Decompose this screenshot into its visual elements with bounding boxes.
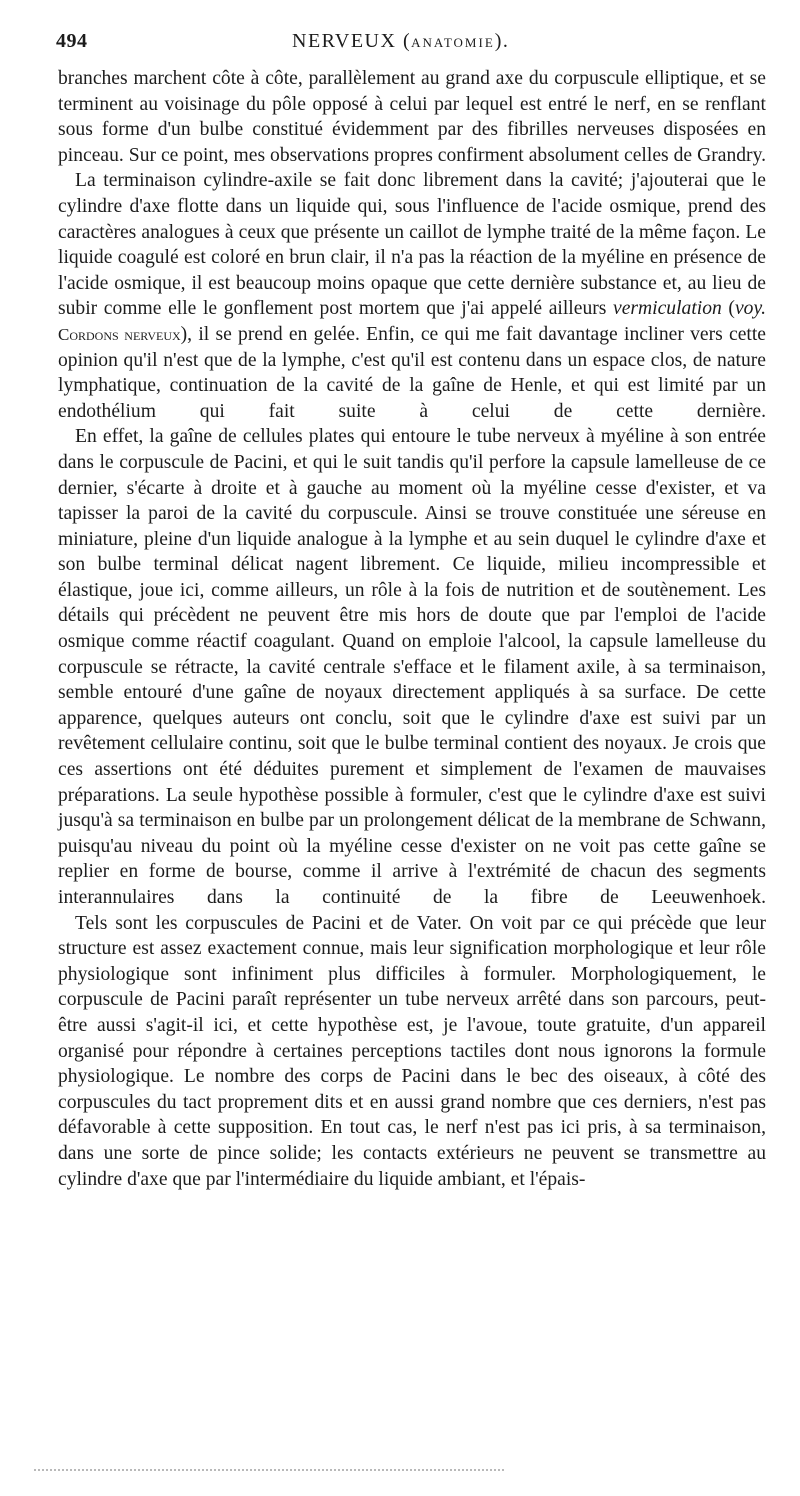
- paragraph-2-text-start: La terminaison cylindre-axile se fait donc librement dans la cavité; j'ajouterai que le cylindre d'axe flotte dans un liquide qui, sous l'influence de l'acide osmique, prend des caractères analogues à ceux que présente un caillot de lymphe traité de la même façon. Le liquide coagulé est coloré en brun clair, il n'a pas la réaction de la myéline en présence de l'acide osmique, il est beaucoup moins opaque que cette dernière substance et, au lieu de subir comme elle le gonflement post mortem que j'ai appelé ailleurs: [58, 170, 766, 320]
- paragraph-1-text: branches marchent côte à côte, parallèlement au grand axe du corpuscule elliptique, et se terminent au voisinage du pôle opposé à celui par lequel est entré le nerf, en se renflant sous forme d'un bulbe constitué évidemment par des fibrilles nerveuses disposées en pinceau. Sur ce point, mes observations propres confirment absolument celles de Grandry.: [58, 68, 766, 166]
- paragraph-2: [58, 168, 766, 424]
- paragraph-3-text: En effet, la gaîne de cellules plates qui entoure le tube nerveux à myéline à son entrée dans le corpuscule de Pacini, et qui le suit tandis qu'il perfore la capsule lamelleuse de ce dernier, s'écarte à droite et à gauche au moment où la myéline cesse d'exister, et va tapisser la paroi de la cavité du corpuscule. Ainsi se trouve constituée une séreuse en miniature, pleine d'un liquide analogue à la lymphe et au sein duquel le cylindre d'axe et son bulbe terminal délicat nagent librement. Ce liquide, milieu incompressible et élastique, joue ici, comme ailleurs, un rôle à la fois de nutrition et de soutènement. Les détails qui précèdent ne peuvent être mis hors de doute que par l'emploi de l'acide osmique comme réactif coagulant. Quand on emploie l'alcool, la capsule lamelleuse du corpuscule se rétracte, la cavité centrale s'efface et le filament axile, à sa terminaison, semble entouré d'une gaîne de noyaux directement appliqués à sa surface. De cette apparence, quelques auteurs ont conclu, soit que le cylindre d'axe est suivi par un revêtement cellulaire continu, soit que le bulbe terminal contient des noyaux. Je crois que ces assertions ont été déduites purement et simplement de l'examen de mauvaises préparations. La seule hypothèse possible à formuler, c'est que le cylindre d'axe est suivi jusqu'à sa terminaison en bulbe par un prolongement délicat de la membrane de Schwann, puisqu'au niveau du point où la myéline cesse d'exister on ne voit pas cette gaîne se replier en forme de bourse, comme il arrive à l'extrémité de chacun des segments interannulaires dans la continuité de la fibre de Leeuwenhoek.: [58, 426, 766, 908]
- running-head: [292, 30, 509, 53]
- paragraph-4: [58, 911, 766, 1193]
- running-head-main: NERVEUX (: [292, 30, 412, 52]
- running-head-close: ).: [494, 30, 510, 52]
- italic-term: vermiculation: [613, 298, 722, 320]
- paragraph-1: [58, 66, 766, 168]
- paragraph-2-paren: (: [721, 298, 735, 320]
- paragraph-4-text: Tels sont les corpuscules de Pacini et de Vater. On voit par ce qui précède que leur structure est assez exactement connue, mais leur signification morphologique et leur rôle physiologique sont infiniment plus difficiles à formuler. Morphologiquement, le corpuscule de Pacini paraît représenter un tube nerveux arrêté dans son parcours, peut-être aussi s'agit-il ici, et cette hypothèse est, je l'avoue, toute gratuite, d'un appareil organisé pour répondre à certaines perceptions tactiles dont nous ignorons la formule physiologique. Le nombre des corps de Pacini dans le bec des oiseaux, à côté des corpuscules du tact proprement dits et en aussi grand nombre que ces derniers, n'est pas défavorable à cette supposition. En tout cas, le nerf n'est pas ici pris, à sa terminaison, dans une sorte de pince solide; les contacts extérieurs ne peuvent se transmettre au cylindre d'axe que par l'intermédiaire du liquide ambiant, et l'épais-: [58, 912, 766, 1190]
- voy-abbreviation: voy.: [734, 298, 766, 320]
- page-header: [56, 30, 786, 60]
- paragraph-3: [58, 424, 766, 910]
- paragraph-2-text-end: ), il se prend en gelée. Enfin, ce qui me fait davantage incliner vers cette opinion qu'il n'est que de la lymphe, c'est qu'il est contenu dans un espace clos, de nature lymphatique, continuation de la cavité de la gaîne de Henle, et qui est limité par un endothélium qui fait suite à celui de cette dernière.: [58, 323, 766, 422]
- running-head-subtitle: ANATOMIE: [411, 35, 495, 50]
- body-text: [58, 66, 766, 1192]
- page-bottom-rule: [34, 1469, 504, 1475]
- cross-reference: Cordons nerveux: [58, 324, 181, 344]
- page-number: 494: [56, 30, 88, 52]
